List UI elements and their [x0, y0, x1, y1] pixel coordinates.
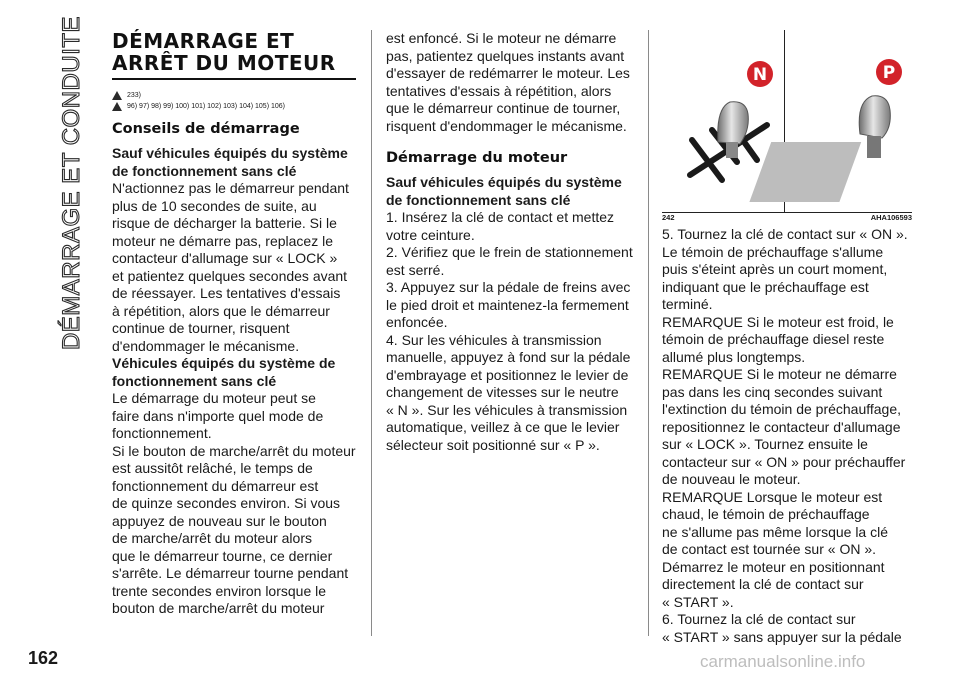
subsection-heading: Véhicules équipés du système de fonctionnement sans clé — [112, 355, 336, 389]
section-heading: Conseils de démarrage — [112, 121, 300, 137]
page-number: 162 — [28, 648, 59, 668]
gear-lever-illustration — [662, 30, 912, 212]
note: REMARQUE Si le moteur est froid, le témoin de préchauffage diesel reste allumé plus longtemps. — [662, 313, 894, 365]
gear-knob-manual — [718, 102, 749, 144]
column-1 — [112, 30, 362, 618]
paragraph: est enfoncé. Si le moteur ne démarre pas, patientez quelques instants avant d'essayer de redémarrer le moteur. Les tentatives d'essais à répétition, alors que le démarreur continue de tourner, risquent d'endommager le mécanisme. — [386, 30, 630, 134]
subsection-heading: Sauf véhicules équipés du système de fonctionnement sans clé — [112, 145, 348, 179]
step-2: 2. Vérifiez que le frein de stationnement est serré. — [386, 244, 633, 278]
svg-text:P: P — [882, 63, 896, 83]
page-title: DÉMARRAGE ET ARRÊT DU MOTEUR — [112, 29, 336, 75]
step-3: 3. Appuyez sur la pédale de freins avec le pied droit et maintenez-la fermement enfoncée. — [386, 279, 631, 330]
paragraph: N'actionnez pas le démarreur pendant plus de 10 secondes de suite, au risque de décharger la batterie. Si le moteur ne démarre pas, replacez le contacteur d'allumage sur « LOCK » et patientez quelques secondes avant de réessayer. Les tentatives d'essais à répétition, alors que le démarreur continue de tourner, risquent d'endommager le mécanisme. — [112, 180, 349, 354]
column-2 — [386, 30, 638, 454]
step-5: 5. Tournez la clé de contact sur « ON ». Le témoin de préchauffage s'allume puis s'éteint après un court moment, indiquant que le préchauffage est terminé. — [662, 226, 908, 312]
title-rule — [112, 78, 356, 80]
step-1: 1. Insérez la clé de contact et mettez votre ceinture. — [386, 209, 615, 243]
note: REMARQUE Si le moteur ne démarre pas dans les cinq secondes suivant l'extinction du témoin de préchauffage, repositionnez le contacteur d'allumage sur « LOCK ». Tournez ensuite le contacteur sur « ON » pour préchauffer de nouveau le moteur. — [662, 366, 906, 487]
column-divider — [648, 30, 649, 636]
warning-triangle-icon — [112, 91, 122, 100]
section-heading: Démarrage du moteur — [386, 150, 568, 166]
warning-references: 233) 96) 97) 98) 99) 100) 101) 102) 103) 104) 105) 106) — [112, 90, 362, 112]
selector-panel — [749, 142, 861, 202]
step-4: 4. Sur les véhicules à transmission manuelle, appuyez à fond sur la pédale d'embrayage et positionnez le levier de changement de vitesses sur le neutre « N ». Sur les véhicules à transmission automatique, veillez à ce que le levier sélecteur soit positionné sur « P ». — [386, 331, 631, 453]
watermark: carmanualsonline.info — [700, 652, 866, 671]
paragraph: Le démarrage du moteur peut se faire dans n'importe quel mode de fonctionnement. — [112, 390, 324, 441]
warning-triangle-icon — [112, 102, 122, 111]
step-6: 6. Tournez la clé de contact sur « START » sans appuyer sur la pédale — [662, 611, 902, 645]
paragraph: Si le bouton de marche/arrêt du moteur est aussitôt relâché, le temps de fonctionnement du démarreur est de quinze secondes environ. Si vous appuyez de nouveau sur le bouton de marche/arrêt du moteur alors que le démarreur tourne, ce dernier s'arrête. Le démarreur tourne pendant trente secondes environ lorsque le bouton de marche/arrêt du moteur — [112, 442, 356, 616]
svg-text:N: N — [752, 65, 768, 85]
column-divider — [371, 30, 372, 636]
gear-knob-automatic — [859, 96, 890, 138]
figure-caption: 242 AHA106593 — [662, 213, 912, 222]
column-3 — [662, 226, 912, 646]
figure-gear-shift — [662, 30, 912, 213]
subsection-heading: Sauf véhicules équipés du système de fonctionnement sans clé — [386, 174, 622, 208]
note: REMARQUE Lorsque le moteur est chaud, le témoin de préchauffage ne s'allume pas même lorsque la clé de contact est tournée sur « ON ». Démarrez le moteur en positionnant directement la clé de contact sur « START ». — [662, 488, 889, 610]
side-chapter-title: DÉMARRAGE ET CONDUITE — [58, 15, 85, 351]
